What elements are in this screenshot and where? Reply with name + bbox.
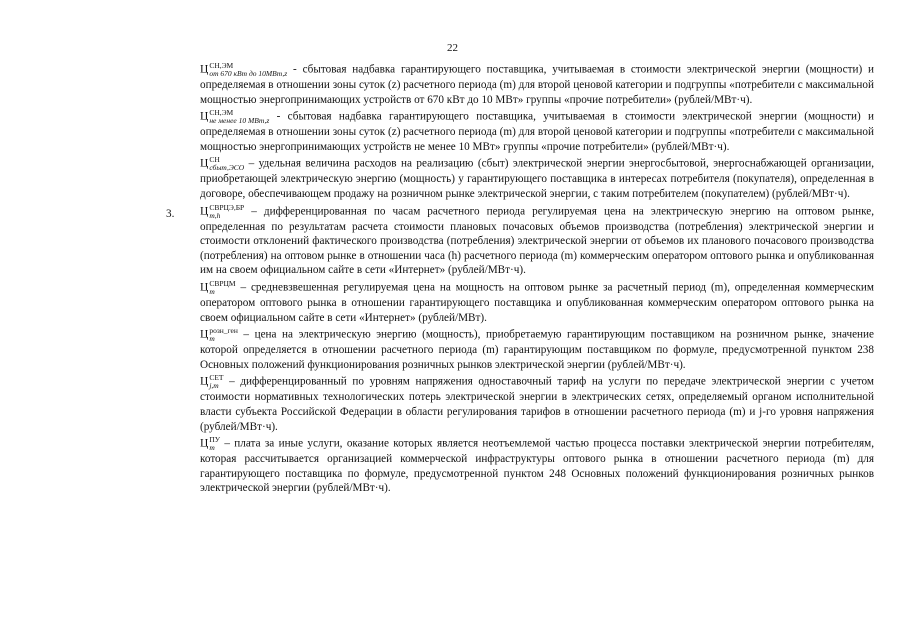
formula-symbol: Ц СВРЦМ m — [200, 278, 236, 296]
definition-text: – дифференцированная по часам расчетного периода регулируемая цена на электрическую энергию на оптовом рынке, определенная по результатам расчета стоимости плановых почасовых объемов производства (потребления) электрической энергии и стоимости отклонений фактического производства (потребления) электрической энергии от объемов их планового почасового производства (потребления) на оптовом рынке в отношении часа (h) расчетного периода (m) коммерческим оператором оптового рынка и опубликованная им на своем официальном сайте в сети «Интернет» (рублей/МВт·ч). — [200, 205, 874, 277]
definition-paragraph — [200, 280, 874, 325]
definition-paragraph — [200, 62, 874, 107]
formula-symbol: Ц розн_ген m — [200, 326, 238, 344]
definition-paragraph — [200, 327, 874, 372]
definition-text: – цена на электрическую энергию (мощность), приобретаемую гарантирующим поставщиком на розничном рынке, значение которой определяется в отношении расчетного периода (m) гарантирующим поставщиком по формуле, предусмотренной пунктом 238 Основных положений функционирования розничных рынков электрической энергии (рублей/МВт·ч). — [200, 328, 874, 371]
formula-symbol: Ц СЕТ j,m — [200, 373, 224, 391]
formula-symbol: Ц СВРЦЭ,БР m,h — [200, 202, 245, 220]
definition-text: – дифференцированный по уровням напряжения одноставочный тариф на услуги по передаче электрической энергии с учетом стоимости нормативных технологических потерь электрической энергии в электрических сетях, определяемый органом исполнительной власти субъекта Российской Федерации в области регулирования тарифов в отношении расчетного периода (m) и j-го уровня напряжения (рублей/МВт·ч). — [200, 375, 874, 433]
definition-text: – плата за иные услуги, оказание которых является неотъемлемой частью процесса поставки электрической энергии потребителям, которая рассчитывается организацией коммерческой инфраструктуры оптового рынка в отношении расчетного периода (m) для гарантирующего поставщика по формуле, предусмотренной пунктом 248 Основных положений функционирования розничных рынков электрической энергии (рублей/МВт·ч). — [200, 437, 874, 495]
formula-symbol: Ц СН,ЭМ не менее 10 МВт,z — [200, 108, 270, 126]
definition-text: – удельная величина расходов на реализацию (сбыт) электрической энергии энергосбытовой, энергоснабжающей организации, приобретающей электрическую энергию (мощность) у гарантирующего поставщика в интересах потребителя (покупателя), определенная в договоре, обеспечивающем продажу на розничном рынке электрической энергии, с таким потребителем (покупателем) (рублей/МВт·ч). — [200, 157, 874, 200]
item-number: 3. — [166, 207, 175, 220]
definition-paragraph — [200, 156, 874, 201]
formula-symbol: Ц СН сбыт,ЭСО — [200, 155, 245, 173]
formula-symbol: Ц СН,ЭМ от 670 кВт до 10МВт,z — [200, 61, 288, 78]
page-number: 22 — [447, 42, 458, 54]
numbered-definition-paragraph — [166, 202, 874, 278]
definition-text: – средневзвешенная регулируемая цена на мощность на оптовом рынке за расчетный период (m), определенная коммерческим оператором оптового рынка в отношении гарантирующего поставщика и опубликованная коммерческим оператором оптового рынка на своем официальном сайте в сети «Интернет» (рублей/МВт). — [200, 281, 874, 324]
formula-symbol: Ц ПУ m — [200, 435, 221, 453]
definition-text: - сбытовая надбавка гарантирующего поставщика, учитываемая в стоимости электрической энергии (мощности) и определяемая в отношении зоны суток (z) расчетного периода (m) для второй ценовой категории и подгруппы «потребители с максимальной мощностью энергопринимающих устройств от 670 кВт до 10 МВт» группы «прочие потребители» (рублей/МВт·ч). — [200, 63, 874, 106]
definition-paragraph — [200, 374, 874, 434]
definition-text: - сбытовая надбавка гарантирующего поставщика, учитываемая в стоимости электрической энергии (мощности) и определяемая в отношении зоны суток (z) расчетного периода (m) для второй ценовой категории и подгруппы «потребители с максимальной мощностью энергопринимающих устройств не менее 10 МВт» группы «прочие потребители» (рублей/МВт·ч). — [200, 110, 874, 153]
definition-paragraph — [200, 109, 874, 154]
document-body — [166, 61, 874, 498]
definition-paragraph — [200, 436, 874, 496]
